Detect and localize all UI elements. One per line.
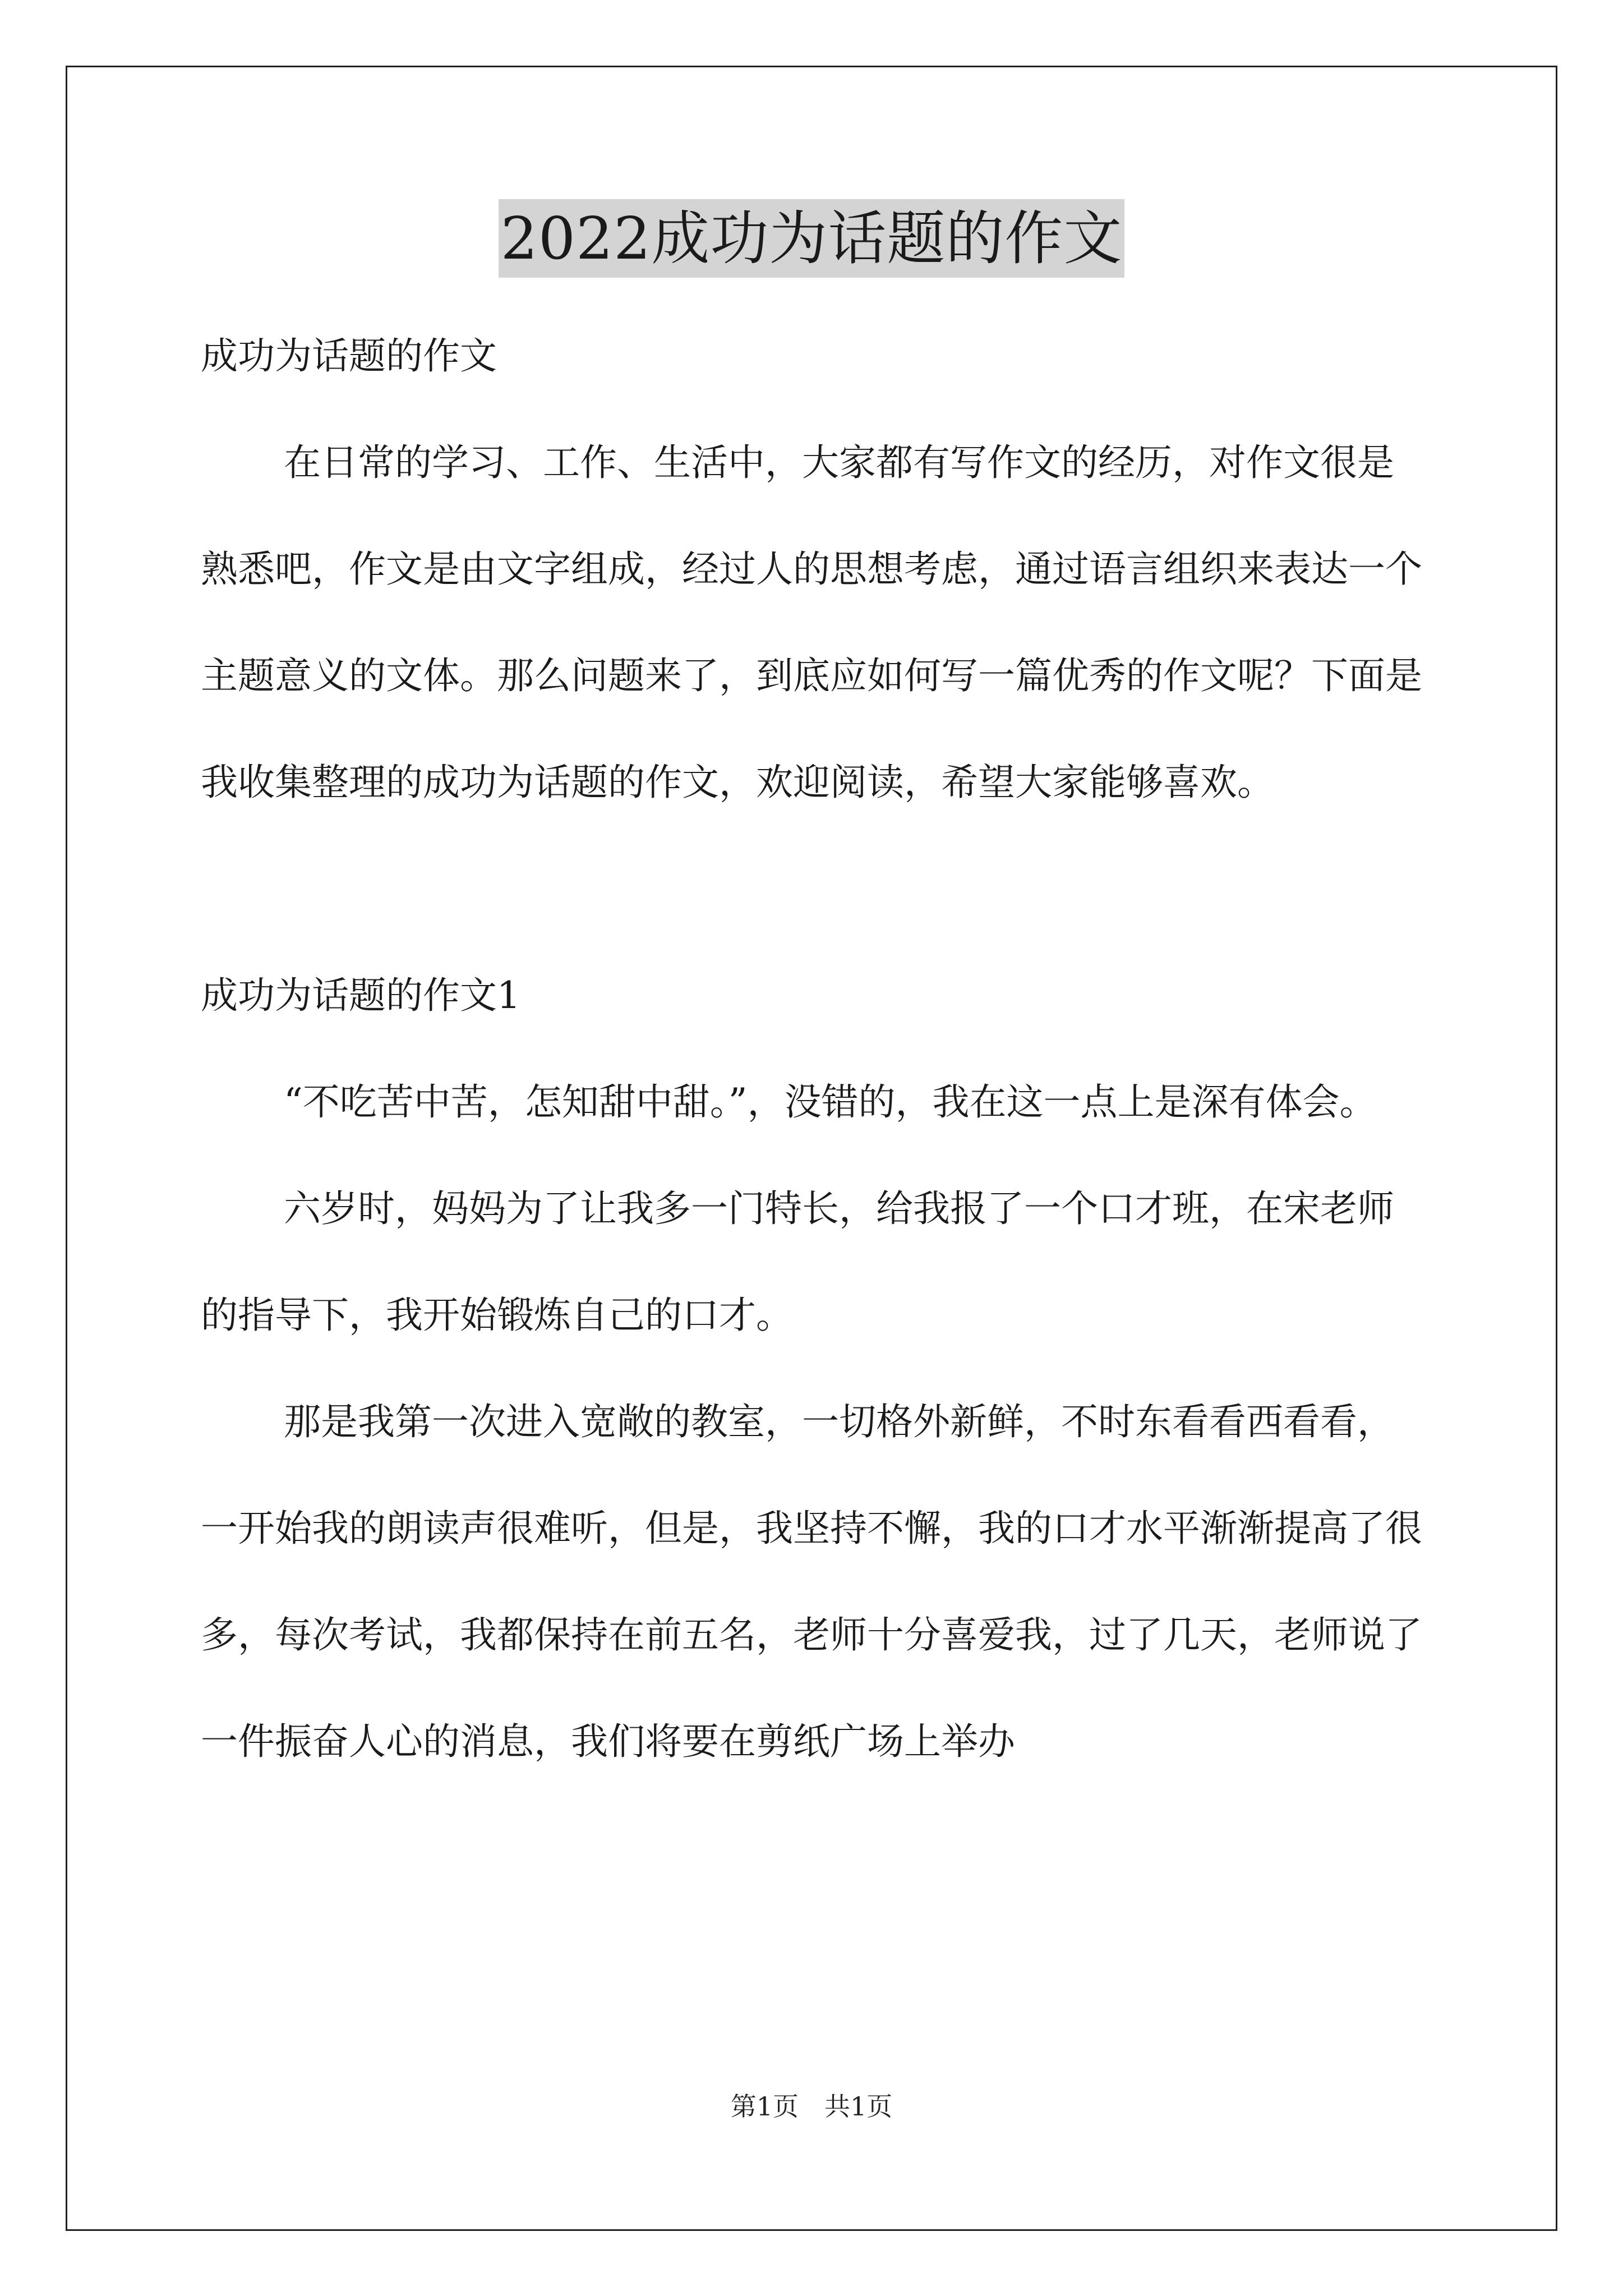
title-wrap — [0, 199, 1623, 278]
body-paragraph: 六岁时，妈妈为了让我多一门特长，给我报了一个口才班，在宋老师的指导下，我开始锻炼自己的口才。 — [201, 1187, 1394, 1337]
document-title: 2022成功为话题的作文 — [499, 199, 1125, 278]
body-paragraph: 那是我第一次进入宽敞的教室，一切格外新鲜，不时东看看西看看，一开始我的朗读声很难听，但是，我坚持不懈，我的口才水平渐渐提高了很多，每次考试，我都保持在前五名，老师十分喜爱我，过了几天，老师说了一件振奋人心的消息，我们将要在剪纸广场上举办 — [201, 1400, 1422, 1763]
page-number: 第1页 — [730, 2091, 799, 2122]
document-subtitle: 成功为话题的作文 — [201, 334, 497, 378]
body-paragraph: “不吃苦中苦，怎知甜中甜。”，没错的，我在这一点上是深有体会。 — [284, 1080, 1377, 1124]
intro-paragraph: 在日常的学习、工作、生活中，大家都有写作文的经历，对作文很是熟悉吧，作文是由文字组成，经过人的思想考虑，通过语言组织来表达一个主题意义的文体。那么问题来了，到底应如何写一篇优秀的作文呢？下面是我收集整理的成功为话题的作文，欢迎阅读，希望大家能够喜欢。 — [201, 441, 1422, 804]
page-total: 共1页 — [824, 2091, 893, 2122]
document-body — [201, 303, 1427, 1795]
section-heading: 成功为话题的作文1 — [201, 974, 520, 1017]
section-spacer — [201, 836, 1427, 942]
page-footer — [0, 2090, 1623, 2123]
